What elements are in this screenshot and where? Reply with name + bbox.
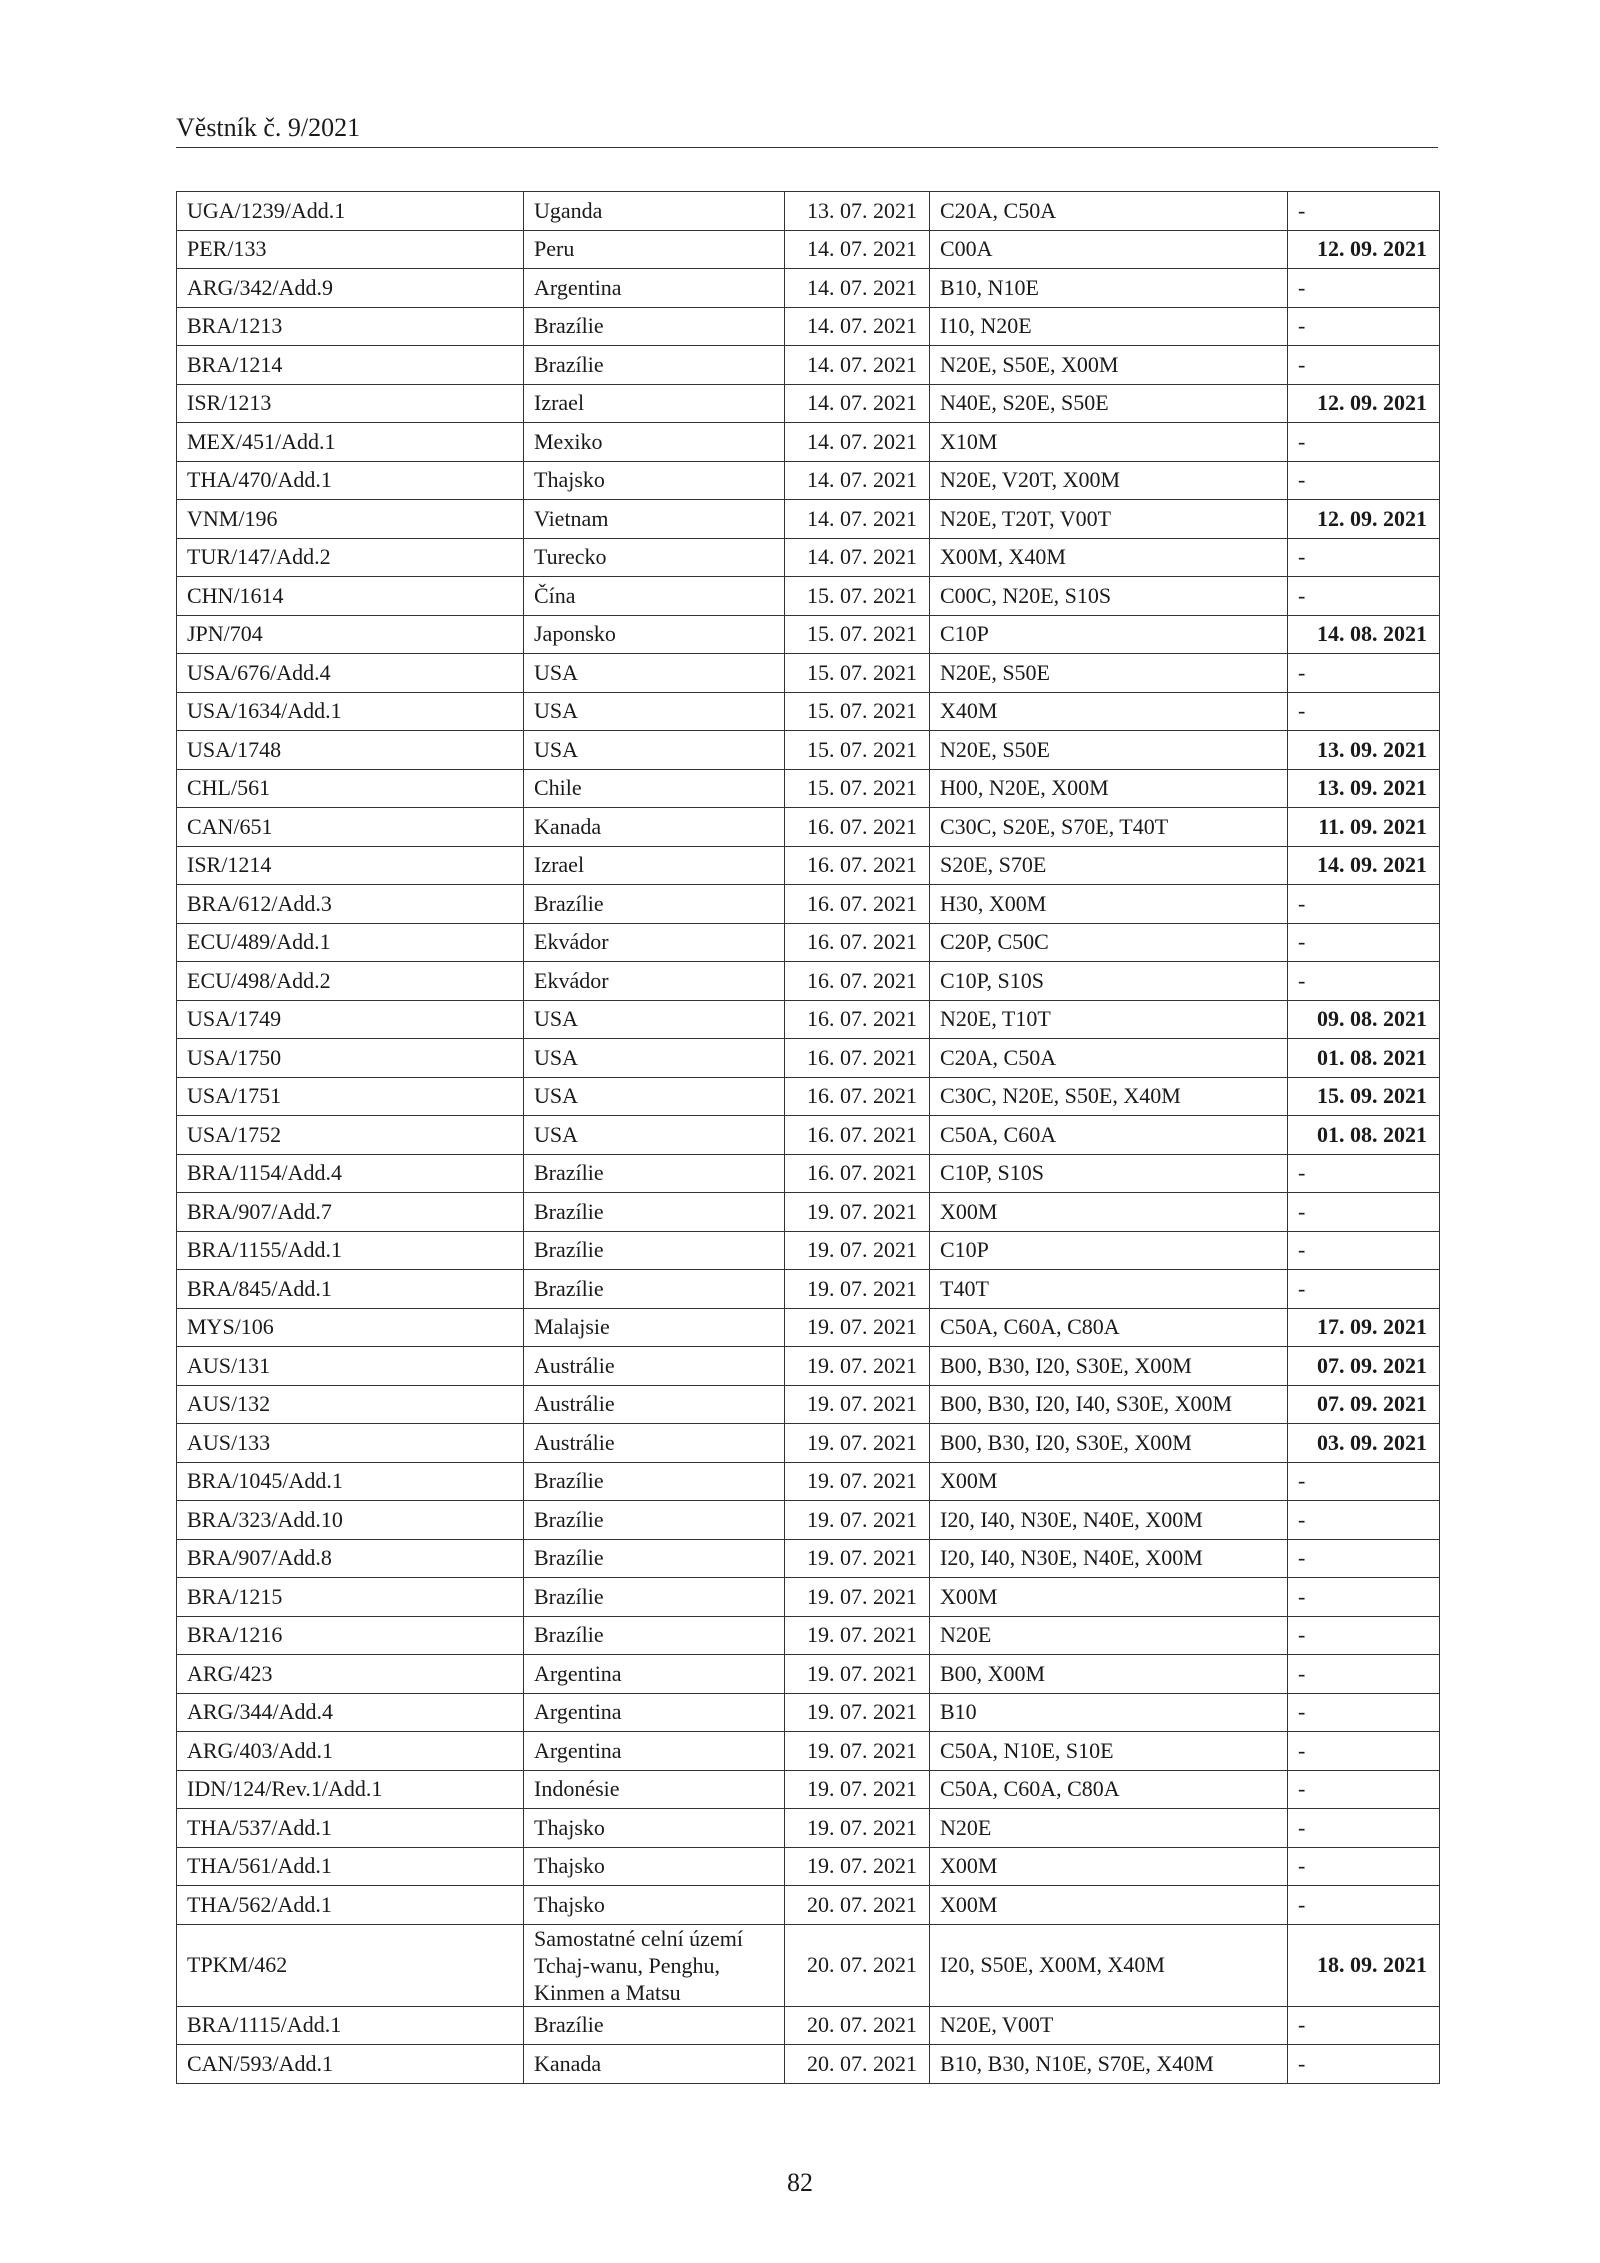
country-cell: Brazílie — [524, 885, 785, 924]
date-cell: 19. 07. 2021 — [785, 1424, 930, 1463]
table-row — [177, 885, 1440, 924]
table-row — [177, 577, 1440, 616]
notification-code-cell: BRA/1214 — [177, 346, 524, 385]
date-cell: 16. 07. 2021 — [785, 1000, 930, 1039]
notification-code-cell: MEX/451/Add.1 — [177, 423, 524, 462]
deadline-cell: - — [1288, 1655, 1440, 1694]
table-row — [177, 615, 1440, 654]
deadline-cell: 12. 09. 2021 — [1288, 230, 1440, 269]
product-codes-cell: N20E, S50E — [930, 731, 1288, 770]
product-codes-cell: B10 — [930, 1693, 1288, 1732]
product-codes-cell: C10P, S10S — [930, 962, 1288, 1001]
date-cell: 16. 07. 2021 — [785, 1077, 930, 1116]
country-cell: Vietnam — [524, 500, 785, 539]
table-row — [177, 1116, 1440, 1155]
deadline-cell: 01. 08. 2021 — [1288, 1116, 1440, 1155]
date-cell: 19. 07. 2021 — [785, 1462, 930, 1501]
notification-code-cell: USA/1750 — [177, 1039, 524, 1078]
country-cell: Brazílie — [524, 1270, 785, 1309]
product-codes-cell: C20A, C50A — [930, 192, 1288, 231]
date-cell: 16. 07. 2021 — [785, 808, 930, 847]
date-cell: 14. 07. 2021 — [785, 384, 930, 423]
country-cell: Brazílie — [524, 1578, 785, 1617]
date-cell: 19. 07. 2021 — [785, 1693, 930, 1732]
notification-code-cell: JPN/704 — [177, 615, 524, 654]
table-row — [177, 923, 1440, 962]
table-row — [177, 1462, 1440, 1501]
notification-code-cell: THA/562/Add.1 — [177, 1886, 524, 1925]
deadline-cell: - — [1288, 423, 1440, 462]
date-cell: 19. 07. 2021 — [785, 1231, 930, 1270]
notification-code-cell: ECU/489/Add.1 — [177, 923, 524, 962]
date-cell: 19. 07. 2021 — [785, 1308, 930, 1347]
deadline-cell: - — [1288, 1732, 1440, 1771]
deadline-cell: 11. 09. 2021 — [1288, 808, 1440, 847]
country-cell: Čína — [524, 577, 785, 616]
table-row — [177, 1886, 1440, 1925]
country-cell: Japonsko — [524, 615, 785, 654]
table-row — [177, 1385, 1440, 1424]
notification-code-cell: IDN/124/Rev.1/Add.1 — [177, 1770, 524, 1809]
product-codes-cell: B10, N10E — [930, 269, 1288, 308]
date-cell: 14. 07. 2021 — [785, 269, 930, 308]
notification-code-cell: MYS/106 — [177, 1308, 524, 1347]
date-cell: 16. 07. 2021 — [785, 1154, 930, 1193]
deadline-cell: 03. 09. 2021 — [1288, 1424, 1440, 1463]
deadline-cell: - — [1288, 1886, 1440, 1925]
product-codes-cell: X00M — [930, 1193, 1288, 1232]
product-codes-cell: C50A, C60A — [930, 1116, 1288, 1155]
deadline-cell: - — [1288, 461, 1440, 500]
date-cell: 20. 07. 2021 — [785, 2006, 930, 2045]
date-cell: 15. 07. 2021 — [785, 577, 930, 616]
product-codes-cell: N20E, S50E, X00M — [930, 346, 1288, 385]
product-codes-cell: N20E — [930, 1809, 1288, 1848]
country-cell: Indonésie — [524, 1770, 785, 1809]
deadline-cell: 07. 09. 2021 — [1288, 1385, 1440, 1424]
date-cell: 19. 07. 2021 — [785, 1539, 930, 1578]
table-row — [177, 1847, 1440, 1886]
deadline-cell: - — [1288, 2006, 1440, 2045]
product-codes-cell: X00M — [930, 1578, 1288, 1617]
country-cell: Izrael — [524, 846, 785, 885]
deadline-cell: - — [1288, 1231, 1440, 1270]
table-body — [177, 192, 1440, 2084]
country-cell: Brazílie — [524, 1231, 785, 1270]
product-codes-cell: S20E, S70E — [930, 846, 1288, 885]
notification-code-cell: ARG/342/Add.9 — [177, 269, 524, 308]
deadline-cell: 12. 09. 2021 — [1288, 500, 1440, 539]
country-cell: Peru — [524, 230, 785, 269]
date-cell: 14. 07. 2021 — [785, 230, 930, 269]
product-codes-cell: C10P — [930, 615, 1288, 654]
table-row — [177, 2045, 1440, 2084]
table-row — [177, 1809, 1440, 1848]
table-row — [177, 1000, 1440, 1039]
notification-code-cell: AUS/133 — [177, 1424, 524, 1463]
deadline-cell: - — [1288, 577, 1440, 616]
product-codes-cell: N40E, S20E, S50E — [930, 384, 1288, 423]
notification-code-cell: USA/1748 — [177, 731, 524, 770]
table-row — [177, 346, 1440, 385]
notification-code-cell: BRA/845/Add.1 — [177, 1270, 524, 1309]
country-cell: Brazílie — [524, 1616, 785, 1655]
date-cell: 16. 07. 2021 — [785, 962, 930, 1001]
table-row — [177, 192, 1440, 231]
notification-code-cell: THA/470/Add.1 — [177, 461, 524, 500]
date-cell: 20. 07. 2021 — [785, 1886, 930, 1925]
country-cell: USA — [524, 1077, 785, 1116]
table-row — [177, 1501, 1440, 1540]
deadline-cell: - — [1288, 2045, 1440, 2084]
country-cell: Izrael — [524, 384, 785, 423]
country-cell: USA — [524, 731, 785, 770]
date-cell: 16. 07. 2021 — [785, 885, 930, 924]
deadline-cell: - — [1288, 346, 1440, 385]
country-cell: USA — [524, 1000, 785, 1039]
table-row — [177, 1270, 1440, 1309]
deadline-cell: - — [1288, 1462, 1440, 1501]
product-codes-cell: C50A, C60A, C80A — [930, 1770, 1288, 1809]
notification-code-cell: AUS/132 — [177, 1385, 524, 1424]
table-row — [177, 731, 1440, 770]
deadline-cell: - — [1288, 1539, 1440, 1578]
table-row — [177, 230, 1440, 269]
product-codes-cell: C30C, N20E, S50E, X40M — [930, 1077, 1288, 1116]
country-cell: Argentina — [524, 1693, 785, 1732]
date-cell: 19. 07. 2021 — [785, 1501, 930, 1540]
table-row — [177, 1924, 1440, 2006]
deadline-cell: - — [1288, 1847, 1440, 1886]
country-cell: Kanada — [524, 808, 785, 847]
country-cell: Brazílie — [524, 1193, 785, 1232]
date-cell: 15. 07. 2021 — [785, 731, 930, 770]
notification-code-cell: PER/133 — [177, 230, 524, 269]
notification-code-cell: CHL/561 — [177, 769, 524, 808]
date-cell: 19. 07. 2021 — [785, 1732, 930, 1771]
notification-code-cell: VNM/196 — [177, 500, 524, 539]
date-cell: 19. 07. 2021 — [785, 1270, 930, 1309]
deadline-cell: 07. 09. 2021 — [1288, 1347, 1440, 1386]
product-codes-cell: X10M — [930, 423, 1288, 462]
page-number: 82 — [787, 2168, 813, 2197]
deadline-cell: - — [1288, 923, 1440, 962]
date-cell: 15. 07. 2021 — [785, 654, 930, 693]
country-cell: USA — [524, 1116, 785, 1155]
notification-code-cell: ARG/344/Add.4 — [177, 1693, 524, 1732]
deadline-cell: - — [1288, 1270, 1440, 1309]
notification-code-cell: ISR/1213 — [177, 384, 524, 423]
table-row — [177, 1539, 1440, 1578]
deadline-cell: - — [1288, 1809, 1440, 1848]
notification-code-cell: THA/561/Add.1 — [177, 1847, 524, 1886]
table-row — [177, 654, 1440, 693]
table-row — [177, 1616, 1440, 1655]
product-codes-cell: C20A, C50A — [930, 1039, 1288, 1078]
country-cell: Kanada — [524, 2045, 785, 2084]
country-cell: Thajsko — [524, 1847, 785, 1886]
country-cell: Mexiko — [524, 423, 785, 462]
notification-code-cell: USA/1751 — [177, 1077, 524, 1116]
product-codes-cell: N20E, V20T, X00M — [930, 461, 1288, 500]
country-cell: Argentina — [524, 1732, 785, 1771]
table-row — [177, 692, 1440, 731]
notification-code-cell: TPKM/462 — [177, 1924, 524, 2006]
notification-code-cell: BRA/323/Add.10 — [177, 1501, 524, 1540]
notification-code-cell: THA/537/Add.1 — [177, 1809, 524, 1848]
country-cell: Ekvádor — [524, 962, 785, 1001]
country-cell: Ekvádor — [524, 923, 785, 962]
date-cell: 19. 07. 2021 — [785, 1847, 930, 1886]
table-row — [177, 1347, 1440, 1386]
table-row — [177, 1693, 1440, 1732]
country-cell: Austrálie — [524, 1347, 785, 1386]
notification-code-cell: USA/1634/Add.1 — [177, 692, 524, 731]
notification-code-cell: ARG/423 — [177, 1655, 524, 1694]
notification-code-cell: BRA/1155/Add.1 — [177, 1231, 524, 1270]
page-header — [176, 110, 1438, 148]
table-row — [177, 962, 1440, 1001]
deadline-cell: - — [1288, 1193, 1440, 1232]
country-cell: Samostatné celní území Tchaj-wanu, Penghu, Kinmen a Matsu — [524, 1924, 785, 2006]
product-codes-cell: X00M — [930, 1847, 1288, 1886]
deadline-cell: - — [1288, 1501, 1440, 1540]
product-codes-cell: I20, S50E, X00M, X40M — [930, 1924, 1288, 2006]
notification-code-cell: TUR/147/Add.2 — [177, 538, 524, 577]
deadline-cell: - — [1288, 269, 1440, 308]
date-cell: 19. 07. 2021 — [785, 1347, 930, 1386]
notification-code-cell: BRA/1213 — [177, 307, 524, 346]
notification-code-cell: BRA/907/Add.8 — [177, 1539, 524, 1578]
table-row — [177, 1578, 1440, 1617]
notification-code-cell: ISR/1214 — [177, 846, 524, 885]
deadline-cell: - — [1288, 1154, 1440, 1193]
table-row — [177, 307, 1440, 346]
table-row — [177, 1193, 1440, 1232]
journal-title: Věstník č. 9/2021 — [176, 113, 361, 142]
notification-code-cell: USA/1752 — [177, 1116, 524, 1155]
date-cell: 15. 07. 2021 — [785, 769, 930, 808]
deadline-cell: - — [1288, 1693, 1440, 1732]
product-codes-cell: X00M, X40M — [930, 538, 1288, 577]
date-cell: 16. 07. 2021 — [785, 1116, 930, 1155]
deadline-cell: - — [1288, 962, 1440, 1001]
deadline-cell: 01. 08. 2021 — [1288, 1039, 1440, 1078]
date-cell: 14. 07. 2021 — [785, 423, 930, 462]
product-codes-cell: N20E, T10T — [930, 1000, 1288, 1039]
country-cell: Turecko — [524, 538, 785, 577]
country-cell: Chile — [524, 769, 785, 808]
country-cell: Malajsie — [524, 1308, 785, 1347]
table-row — [177, 1231, 1440, 1270]
deadline-cell: - — [1288, 1578, 1440, 1617]
product-codes-cell: T40T — [930, 1270, 1288, 1309]
country-cell: Argentina — [524, 1655, 785, 1694]
date-cell: 14. 07. 2021 — [785, 461, 930, 500]
deadline-cell: - — [1288, 654, 1440, 693]
notification-code-cell: BRA/1045/Add.1 — [177, 1462, 524, 1501]
deadline-cell: - — [1288, 538, 1440, 577]
notification-code-cell: BRA/1115/Add.1 — [177, 2006, 524, 2045]
country-cell: Brazílie — [524, 1501, 785, 1540]
product-codes-cell: C10P, S10S — [930, 1154, 1288, 1193]
deadline-cell: 12. 09. 2021 — [1288, 384, 1440, 423]
deadline-cell: - — [1288, 692, 1440, 731]
product-codes-cell: X40M — [930, 692, 1288, 731]
date-cell: 19. 07. 2021 — [785, 1578, 930, 1617]
product-codes-cell: H00, N20E, X00M — [930, 769, 1288, 808]
deadline-cell: - — [1288, 192, 1440, 231]
table-row — [177, 1655, 1440, 1694]
product-codes-cell: B00, B30, I20, S30E, X00M — [930, 1424, 1288, 1463]
table-row — [177, 769, 1440, 808]
date-cell: 19. 07. 2021 — [785, 1655, 930, 1694]
product-codes-cell: X00M — [930, 1886, 1288, 1925]
table-row — [177, 538, 1440, 577]
table-row — [177, 269, 1440, 308]
notification-code-cell: CAN/651 — [177, 808, 524, 847]
country-cell: Brazílie — [524, 346, 785, 385]
date-cell: 13. 07. 2021 — [785, 192, 930, 231]
table-row — [177, 1732, 1440, 1771]
product-codes-cell: I20, I40, N30E, N40E, X00M — [930, 1501, 1288, 1540]
table-row — [177, 2006, 1440, 2045]
table-row — [177, 461, 1440, 500]
country-cell: Brazílie — [524, 1539, 785, 1578]
date-cell: 20. 07. 2021 — [785, 1924, 930, 2006]
deadline-cell: - — [1288, 1770, 1440, 1809]
deadline-cell: 13. 09. 2021 — [1288, 769, 1440, 808]
date-cell: 14. 07. 2021 — [785, 500, 930, 539]
table-row — [177, 808, 1440, 847]
table-row — [177, 846, 1440, 885]
date-cell: 15. 07. 2021 — [785, 692, 930, 731]
notifications-table — [176, 191, 1440, 2084]
deadline-cell: - — [1288, 1616, 1440, 1655]
date-cell: 19. 07. 2021 — [785, 1770, 930, 1809]
notification-code-cell: BRA/1154/Add.4 — [177, 1154, 524, 1193]
product-codes-cell: C10P — [930, 1231, 1288, 1270]
date-cell: 19. 07. 2021 — [785, 1809, 930, 1848]
notification-code-cell: CHN/1614 — [177, 577, 524, 616]
country-cell: Austrálie — [524, 1385, 785, 1424]
country-cell: Thajsko — [524, 1809, 785, 1848]
country-cell: Brazílie — [524, 1462, 785, 1501]
product-codes-cell: H30, X00M — [930, 885, 1288, 924]
table-row — [177, 1039, 1440, 1078]
date-cell: 16. 07. 2021 — [785, 1039, 930, 1078]
table-row — [177, 1308, 1440, 1347]
notification-code-cell: USA/1749 — [177, 1000, 524, 1039]
date-cell: 16. 07. 2021 — [785, 846, 930, 885]
notification-code-cell: AUS/131 — [177, 1347, 524, 1386]
notification-code-cell: BRA/1216 — [177, 1616, 524, 1655]
country-cell: USA — [524, 654, 785, 693]
date-cell: 15. 07. 2021 — [785, 615, 930, 654]
notification-code-cell: CAN/593/Add.1 — [177, 2045, 524, 2084]
notification-code-cell: USA/676/Add.4 — [177, 654, 524, 693]
country-cell: Austrálie — [524, 1424, 785, 1463]
product-codes-cell: B00, B30, I20, S30E, X00M — [930, 1347, 1288, 1386]
country-cell: Brazílie — [524, 2006, 785, 2045]
country-cell: USA — [524, 692, 785, 731]
country-cell: Uganda — [524, 192, 785, 231]
notification-code-cell: BRA/612/Add.3 — [177, 885, 524, 924]
product-codes-cell: C20P, C50C — [930, 923, 1288, 962]
deadline-cell: 14. 09. 2021 — [1288, 846, 1440, 885]
notification-code-cell: ARG/403/Add.1 — [177, 1732, 524, 1771]
product-codes-cell: B00, B30, I20, I40, S30E, X00M — [930, 1385, 1288, 1424]
product-codes-cell: N20E — [930, 1616, 1288, 1655]
product-codes-cell: N20E, T20T, V00T — [930, 500, 1288, 539]
product-codes-cell: C00C, N20E, S10S — [930, 577, 1288, 616]
table-row — [177, 423, 1440, 462]
date-cell: 14. 07. 2021 — [785, 346, 930, 385]
country-cell: Argentina — [524, 269, 785, 308]
date-cell: 19. 07. 2021 — [785, 1193, 930, 1232]
product-codes-cell: C00A — [930, 230, 1288, 269]
product-codes-cell: I20, I40, N30E, N40E, X00M — [930, 1539, 1288, 1578]
country-cell: Brazílie — [524, 307, 785, 346]
deadline-cell: - — [1288, 885, 1440, 924]
deadline-cell: - — [1288, 307, 1440, 346]
notification-code-cell: ECU/498/Add.2 — [177, 962, 524, 1001]
date-cell: 19. 07. 2021 — [785, 1616, 930, 1655]
date-cell: 14. 07. 2021 — [785, 538, 930, 577]
date-cell: 14. 07. 2021 — [785, 307, 930, 346]
product-codes-cell: B10, B30, N10E, S70E, X40M — [930, 2045, 1288, 2084]
table-row — [177, 1424, 1440, 1463]
country-cell: Brazílie — [524, 1154, 785, 1193]
table-row — [177, 1154, 1440, 1193]
date-cell: 19. 07. 2021 — [785, 1385, 930, 1424]
deadline-cell: 13. 09. 2021 — [1288, 731, 1440, 770]
country-cell: Thajsko — [524, 1886, 785, 1925]
notification-code-cell: BRA/907/Add.7 — [177, 1193, 524, 1232]
table-row — [177, 1077, 1440, 1116]
deadline-cell: 15. 09. 2021 — [1288, 1077, 1440, 1116]
product-codes-cell: I10, N20E — [930, 307, 1288, 346]
deadline-cell: 17. 09. 2021 — [1288, 1308, 1440, 1347]
product-codes-cell: C50A, N10E, S10E — [930, 1732, 1288, 1771]
country-cell: USA — [524, 1039, 785, 1078]
product-codes-cell: C30C, S20E, S70E, T40T — [930, 808, 1288, 847]
notification-code-cell: BRA/1215 — [177, 1578, 524, 1617]
product-codes-cell: X00M — [930, 1462, 1288, 1501]
product-codes-cell: N20E, V00T — [930, 2006, 1288, 2045]
deadline-cell: 09. 08. 2021 — [1288, 1000, 1440, 1039]
product-codes-cell: B00, X00M — [930, 1655, 1288, 1694]
table-row — [177, 500, 1440, 539]
table-row — [177, 384, 1440, 423]
country-cell: Thajsko — [524, 461, 785, 500]
product-codes-cell: N20E, S50E — [930, 654, 1288, 693]
table-row — [177, 1770, 1440, 1809]
date-cell: 20. 07. 2021 — [785, 2045, 930, 2084]
product-codes-cell: C50A, C60A, C80A — [930, 1308, 1288, 1347]
notification-code-cell: UGA/1239/Add.1 — [177, 192, 524, 231]
date-cell: 16. 07. 2021 — [785, 923, 930, 962]
deadline-cell: 14. 08. 2021 — [1288, 615, 1440, 654]
deadline-cell: 18. 09. 2021 — [1288, 1924, 1440, 2006]
